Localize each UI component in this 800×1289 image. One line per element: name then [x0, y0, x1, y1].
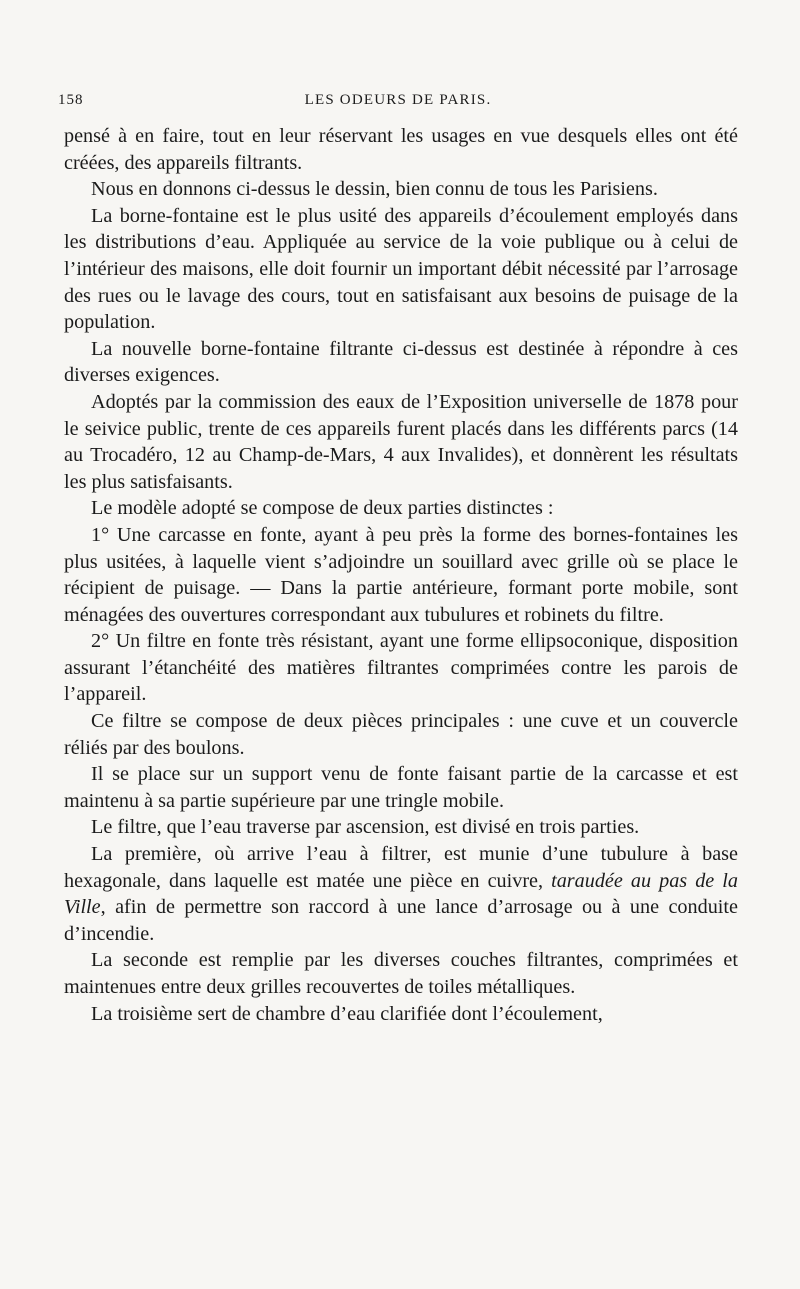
paragraph: Nous en donnons ci-dessus le dessin, bien connu de tous les Parisiens. — [91, 178, 658, 201]
paragraph-text: La première, où arrive l’eau à filtrer, est munie d’une tubulure à base hexagonale, dans laquelle est matée une pièce en cuivre, — [64, 843, 738, 892]
paragraph: Adoptés par la commission des eaux de l’Exposition universelle de 1878 pour le seivice public, trente de ces appareils furent placés dans les différents parcs (14 au Trocadéro, 12 au Champ-de-Mars, 4 aux Invalides), et donnèrent les résultats les plus satisfaisants. — [64, 390, 738, 493]
paragraph: 1° Une carcasse en fonte, ayant à peu près la forme des bornes-fontaines les plus usitées, à laquelle vient s’adjoindre un souillard avec grille où se place le récipient de puisage. — Dans la partie antérieure, formant porte mobile, sont ménagées des ouvertures correspondant aux tubulures et robinets du filtre. — [64, 523, 738, 626]
page-header — [58, 92, 738, 116]
running-title: LES ODEURS DE PARIS. — [304, 92, 492, 108]
paragraph-with-italic — [64, 841, 738, 947]
paragraph-text: , afin de permettre son raccord à une lance d’arrosage ou à une conduite d’incendie. — [64, 896, 738, 945]
paragraph: La borne-fontaine est le plus usité des appareils d’écoulement employés dans les distributions d’eau. Appliquée au service de la voie publique ou à celui de l’intérieur des maisons, elle doit fournir un important débit nécessité par l’arrosage des rues ou le lavage des cours, tout en satisfaisant aux besoins de puisage de la population. — [64, 204, 738, 334]
page-number: 158 — [58, 92, 84, 108]
paragraph: Le filtre, que l’eau traverse par ascension, est divisé en trois parties. — [91, 816, 640, 839]
paragraph: La nouvelle borne-fontaine filtrante ci-dessus est destinée à répondre à ces diverses exigences. — [64, 337, 738, 387]
body-text — [64, 123, 738, 1027]
italic-phrase: taraudée au pas de la Ville — [64, 869, 738, 919]
paragraph: Le modèle adopté se compose de deux parties distinctes : — [91, 497, 554, 520]
paragraph: 2° Un filtre en fonte très résistant, ayant une forme ellipsoconique, disposition assurant l’étanchéité des matières filtrantes comprimées contre les parois de l’appareil. — [64, 630, 738, 706]
paragraph: Ce filtre se compose de deux pièces principales : une cuve et un couvercle réliés par des boulons. — [64, 710, 738, 759]
paragraph: Il se place sur un support venu de fonte faisant partie de la carcasse et est maintenu à sa partie supérieure par une tringle mobile. — [64, 763, 738, 812]
paragraph: La seconde est remplie par les diverses couches filtrantes, comprimées et maintenues entre deux grilles recouvertes de toiles métalliques. — [64, 949, 738, 998]
paragraph: La troisième sert de chambre d’eau clarifiée dont l’écoulement, — [91, 1002, 603, 1025]
paragraph: pensé à en faire, tout en leur réservant les usages en vue desquels elles ont été créées, des appareils filtrants. — [64, 125, 738, 174]
